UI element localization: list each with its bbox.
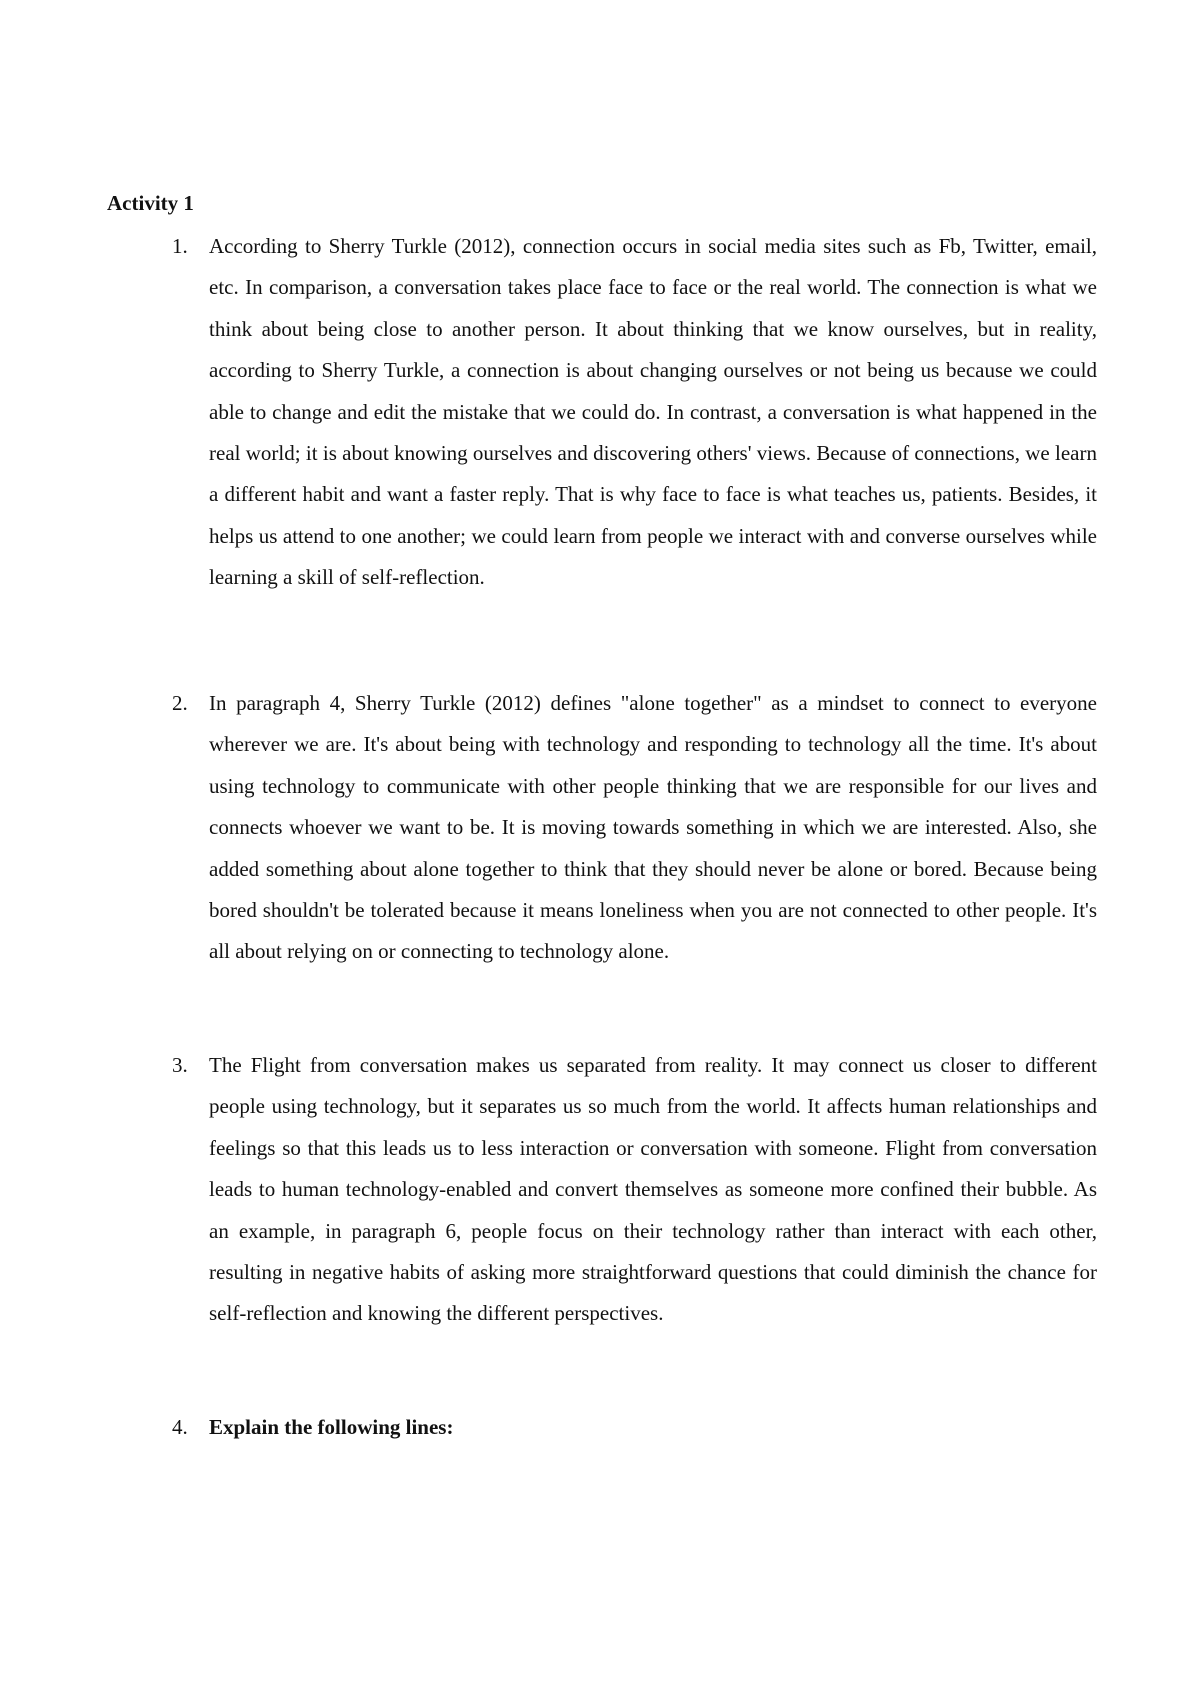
list-item-number: 1. — [172, 234, 188, 258]
list-item-text: In paragraph 4, Sherry Turkle (2012) defines "alone together" as a mindset to connect to everyone wherever we are. It's about being with technology and responding to technology all the time. It's about using technology to communicate with other people thinking that we are responsible for our lives and connects whoever we want to be. It is moving towards something in which we are interested. Also, she added something about alone together to think that they should never be alone or bored. Because being bored shouldn't be tolerated because it means loneliness when you are not connected to other people. It's all about relying on or connecting to technology alone. — [209, 691, 1097, 964]
list-item-text: The Flight from conversation makes us separated from reality. It may connect us closer to different people using technology, but it separates us so much from the world. It affects human relationships and feelings so that this leads us to less interaction or conversation with someone. Flight from conversation leads to human technology-enabled and convert themselves as someone more confined their bubble. As an example, in paragraph 6, people focus on their technology rather than interact with each other, resulting in negative habits of asking more straightforward questions that could diminish the chance for self-reflection and knowing the different perspectives. — [209, 1053, 1097, 1326]
list-item-text: According to Sherry Turkle (2012), connection occurs in social media sites such as Fb, Twitter, email, etc. In comparison, a conversation takes place face to face or the real world. The connection is what we think about being close to another person. It about thinking that we know ourselves, but in reality, according to Sherry Turkle, a connection is about changing ourselves or not being us because we could able to change and edit the mistake that we could do. In contrast, a conversation is what happened in the real world; it is about knowing ourselves and discovering others' views. Because of connections, we learn a different habit and want a faster reply. That is why face to face is what teaches us, patients. Besides, it helps us attend to one another; we could learn from people we interact with and converse ourselves while learning a skill of self-reflection. — [209, 234, 1097, 590]
list-item-number: 3. — [172, 1053, 188, 1077]
activity-heading: Activity 1 — [107, 191, 194, 215]
list-item-number: 2. — [172, 691, 188, 715]
list-item-number: 4. — [172, 1415, 188, 1439]
list-item-text: Explain the following lines: — [209, 1415, 454, 1439]
